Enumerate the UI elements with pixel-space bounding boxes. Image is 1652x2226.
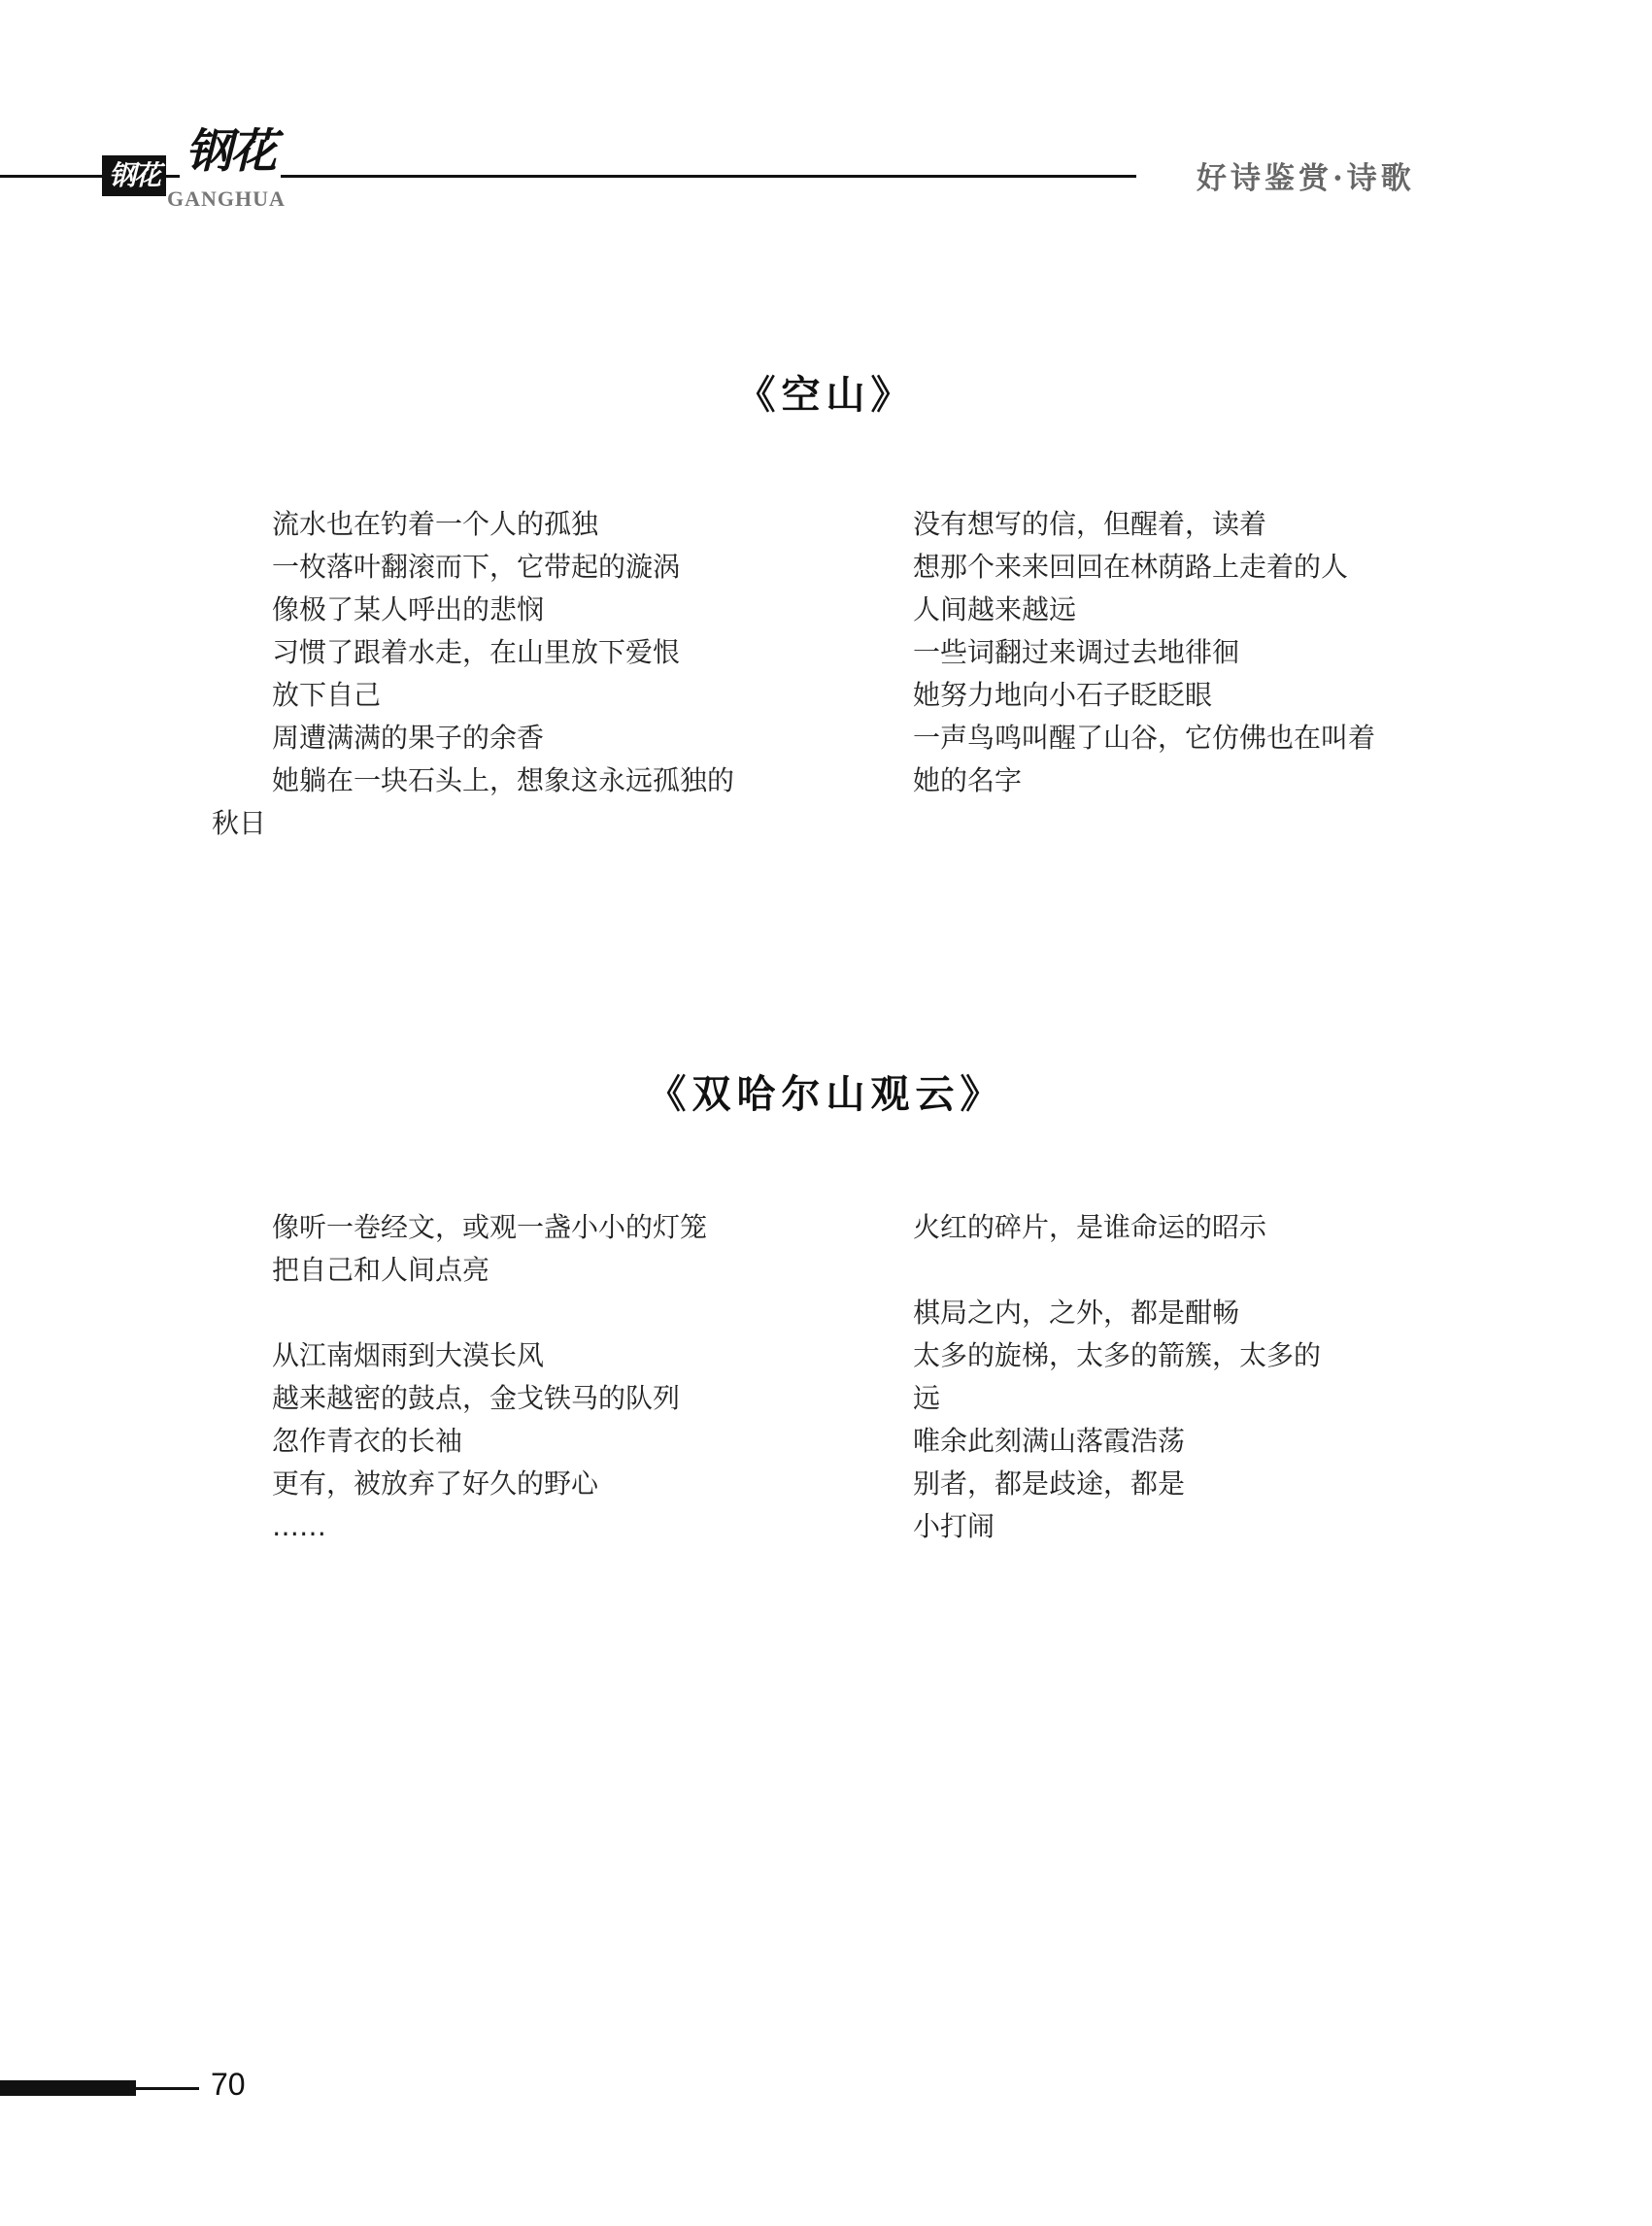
footer-bar <box>0 2080 136 2096</box>
poem-line: 火红的碎片，是谁命运的昭示 <box>913 1211 1267 1243</box>
magazine-logo-subtitle: GANGHUA <box>167 186 286 211</box>
poem-line: 周遭满满的果子的余香 <box>272 722 545 754</box>
poem-line: 一声鸟鸣叫醒了山谷，它仿佛也在叫着 <box>913 722 1376 754</box>
stanza-break <box>913 1249 1321 1292</box>
poem-line: 棋局之内，之外，都是酣畅 <box>913 1297 1240 1329</box>
poem-line: 把自己和人间点亮 <box>272 1254 490 1286</box>
poem-column-right <box>913 503 1375 802</box>
poem-line: 放下自己 <box>272 679 382 711</box>
poem-line: 她的名字 <box>913 764 1023 796</box>
poem-line: 她努力地向小石子眨眨眼 <box>913 679 1213 711</box>
poem-line: 一些词翻过来调过去地徘徊 <box>913 636 1240 668</box>
poem-column-left <box>272 1206 707 1548</box>
poem-title: 《双哈尔山观云》 <box>647 1071 1005 1117</box>
poem-line: 更有，被放弃了好久的野心 <box>272 1467 599 1500</box>
header-rule <box>0 175 1136 178</box>
poem-line: 远 <box>913 1382 941 1414</box>
poem-column-left <box>212 503 735 845</box>
poem-line: 没有想写的信，但醒着，读着 <box>913 508 1267 540</box>
poem-title: 《空山》 <box>736 372 916 418</box>
poem-line: 习惯了跟着水走，在山里放下爱恨 <box>272 636 681 668</box>
poem-line: 太多的旋梯，太多的箭簇，太多的 <box>913 1339 1322 1371</box>
poem-line: 流水也在钓着一个人的孤独 <box>272 508 599 540</box>
poem-line: 越来越密的鼓点，金戈铁马的队列 <box>272 1382 681 1414</box>
stanza-break <box>272 1292 707 1334</box>
poem-line: 想那个来来回回在林荫路上走着的人 <box>913 551 1349 583</box>
poem-line: 秋日 <box>212 807 267 839</box>
poem-line: 像听一卷经文，或观一盏小小的灯笼 <box>272 1211 708 1243</box>
poem-line: 忽作青衣的长袖 <box>272 1425 463 1457</box>
poem-line: 从江南烟雨到大漠长风 <box>272 1339 545 1371</box>
poem-line: …… <box>272 1510 326 1542</box>
magazine-logo: 钢花 <box>180 124 281 179</box>
section-label: 好诗鉴赏·诗歌 <box>1197 161 1415 196</box>
poem-line: 像极了某人呼出的悲悯 <box>272 593 545 625</box>
poem-line: 小打闹 <box>913 1510 995 1542</box>
poem-line: 一枚落叶翻滚而下，它带起的漩涡 <box>272 551 681 583</box>
poem-column-right <box>913 1206 1321 1548</box>
poem-line: 她躺在一块石头上，想象这永远孤独的 <box>272 764 735 796</box>
footer-rule <box>136 2087 199 2090</box>
poem-line: 别者，都是歧途，都是 <box>913 1467 1186 1500</box>
poem-line: 唯余此刻满山落霞浩荡 <box>913 1425 1186 1457</box>
logo-badge: 钢花 <box>102 155 166 196</box>
poem-line: 人间越来越远 <box>913 593 1077 625</box>
page-number: 70 <box>211 2067 246 2102</box>
